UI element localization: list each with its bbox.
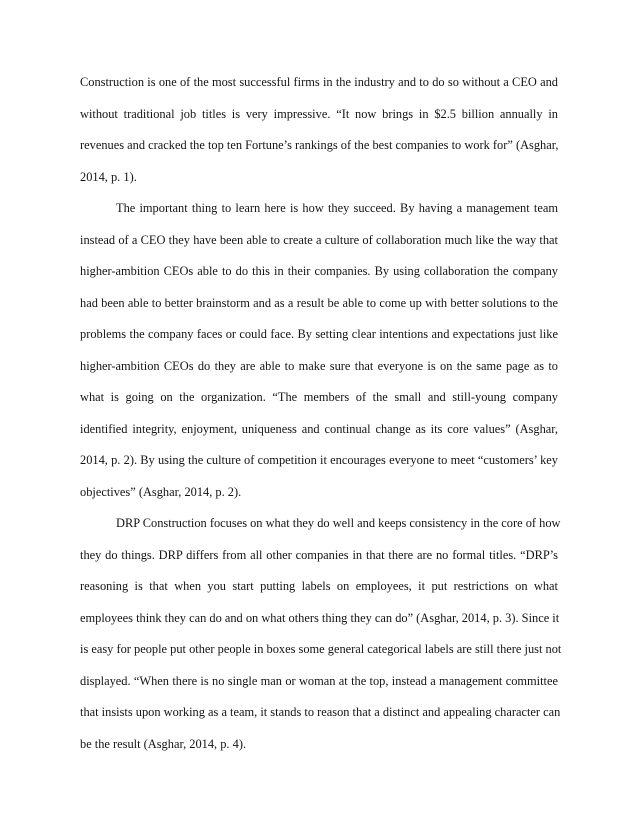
paragraph-line: higher-ambition CEOs do they are able to make sure that everyone is on the same page as to bbox=[80, 358, 558, 373]
paragraph-line: 2014, p. 1). bbox=[80, 169, 137, 184]
paragraph-1 bbox=[80, 67, 558, 193]
document-body bbox=[80, 67, 562, 760]
paragraph-line: problems the company faces or could face. By setting clear intentions and expectations just like bbox=[80, 327, 558, 341]
paragraph-line: The important thing to learn here is how they succeed. By having a management team bbox=[116, 201, 558, 215]
paragraph-line: identified integrity, enjoyment, uniqueness and continual change as its core values” (Asghar, bbox=[80, 421, 558, 436]
paragraph-line: revenues and cracked the top ten Fortune’s rankings of the best companies to work for” (Asghar, bbox=[80, 138, 559, 152]
paragraph-line: higher-ambition CEOs able to do this in their companies. By using collaboration the company bbox=[80, 264, 558, 278]
paragraph-line: without traditional job titles is very impressive. “It now brings in $2.5 billion annually in bbox=[80, 106, 558, 121]
paragraph-line: DRP Construction focuses on what they do well and keeps consistency in the core of how bbox=[116, 516, 561, 530]
paragraph-line: reasoning is that when you start putting labels on employees, it put restrictions on what bbox=[80, 579, 558, 593]
paragraph-line: had been able to better brainstorm and as a result be able to come up with better solutions to the bbox=[80, 295, 558, 310]
paragraph-line: 2014, p. 2). By using the culture of competition it encourages everyone to meet “customers’ key bbox=[80, 453, 558, 467]
paragraph-line: they do things. DRP differs from all other companies in that there are no formal titles. “DRP’s bbox=[80, 547, 558, 562]
paragraph-line: displayed. “When there is no single man or woman at the top, instead a management committee bbox=[80, 673, 558, 688]
paragraph-line: objectives” (Asghar, 2014, p. 2). bbox=[80, 484, 242, 499]
paragraph-line: is easy for people put other people in boxes some general categorical labels are still there just not bbox=[80, 642, 562, 656]
paragraph-line: employees think they can do and on what others thing they can do” (Asghar, 2014, p. 3). Since it bbox=[80, 610, 560, 625]
paragraph-line: Construction is one of the most successful firms in the industry and to do so without a CEO and bbox=[80, 75, 558, 89]
paragraph-3 bbox=[80, 508, 562, 760]
paragraph-line: instead of a CEO they have been able to create a culture of collaboration much like the way that bbox=[80, 232, 558, 247]
paragraph-line: that insists upon working as a team, it stands to reason that a distinct and appealing character can bbox=[80, 705, 561, 719]
paragraph-line: what is going on the organization. “The members of the small and still-young company bbox=[80, 390, 558, 404]
paragraph-2 bbox=[80, 193, 558, 508]
paragraph-line: be the result (Asghar, 2014, p. 4). bbox=[80, 736, 247, 751]
